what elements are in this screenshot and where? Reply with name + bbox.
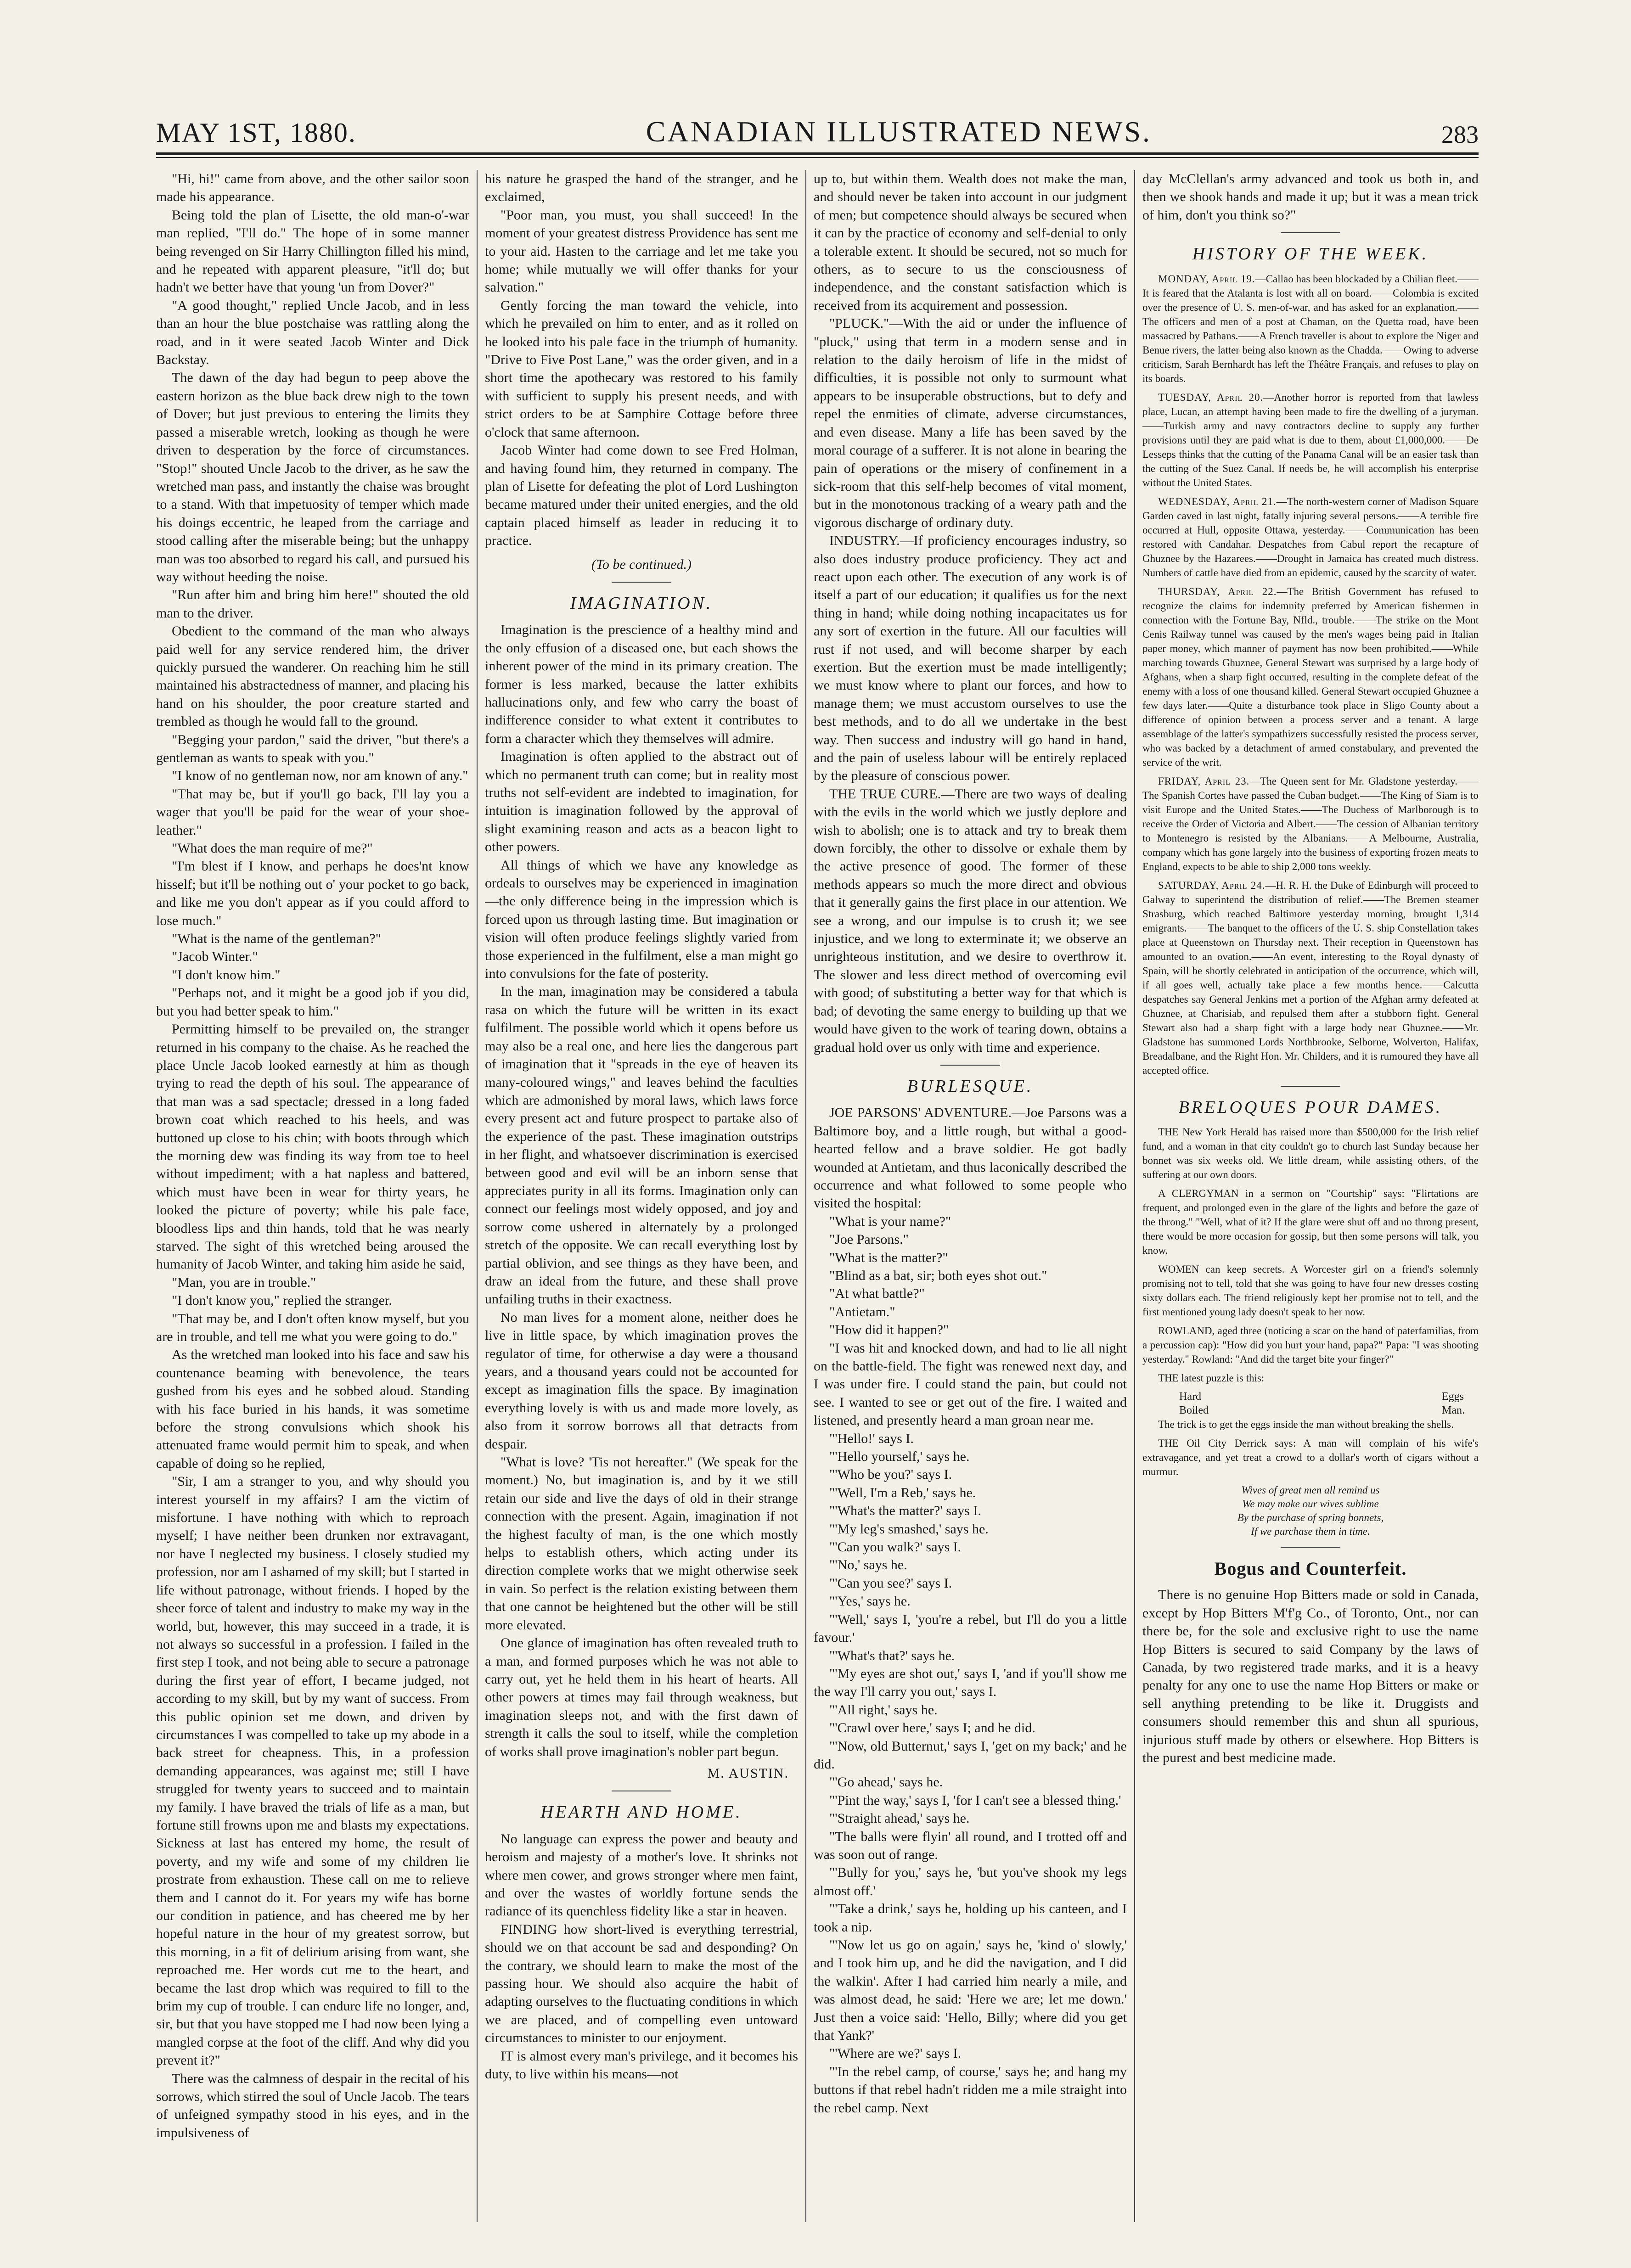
issue-date: MAY 1ST, 1880. <box>156 118 356 148</box>
paragraph: "Man, you are in trouble." <box>172 1274 316 1290</box>
paragraph: THE Oil City Derrick says: A man will complain of his wife's extravagance, and yet treat a crowd to a dollar's worth of cigars without a murmur. <box>1142 1437 1479 1478</box>
dialogue-line: "'Hello yourself,' says he. <box>829 1449 970 1465</box>
paragraph: "I know of no gentleman now, nor am known of any." <box>172 768 468 784</box>
column-divider-1 <box>477 170 478 2222</box>
paragraph: "That may be, but if you'll go back, I'll lay you a wager that you'll be paid for the wear of your shoe-leather." <box>156 786 469 838</box>
paragraph: All things of which we have any knowledge as ordeals to ourselves may be experienced in imagination—the only difference being in the impression which is forced upon us through lasting time. But imagination or vision will often produce feelings slightly varied from those experienced in the fulfilment, else a man might go into convulsions for the fate of posterity. <box>485 857 798 982</box>
paragraph: THE TRUE CURE.—There are two ways of dealing with the evils in the world which we justly deplore and wish to abolish; one is to attack and try to break them down forcibly, the other to dissolve or exhale them by the active presence of good. The former of these methods appears so much the more direct and obvious that it generally gains the first place in our attention. We see a wrong, and our impulse is to crush it; we see injustice, and we long to exterminate it; we observe an unrighteous institution, and we desire to overthrow it. The slower and less direct method of overcoming evil with good; of substituting a better way for that which is bad; of devoting the same energy to building up that we would have given to the work of tearing down, obtains a gradual hold over us only with time and experience. <box>814 786 1127 1055</box>
dialogue-line: "'Can you see?' says I. <box>829 1575 952 1591</box>
paragraph: Gently forcing the man toward the vehicle, into which he prevailed on him to enter, and as it rolled on he looked into his pale face in the triumph of humanity. "Drive to Five Post Lane," was the order given, and in a short time the apothecary was restored to his family with sufficient to supply his present needs, and with strict orders to be at Samphire Cottage before three o'clock that same afternoon. <box>485 298 798 440</box>
dialogue-line: "At what battle?" <box>829 1286 925 1302</box>
paragraph: Imagination is often applied to the abstract out of which no permanent truth can come; but in reality most truths not self-evident are indebted to imagination, for intuition is imagination followed by the approval of slight examining reason and acts as a beacon light to other powers. <box>485 749 798 855</box>
newspaper-title: CANADIAN ILLUSTRATED NEWS. <box>646 115 1152 148</box>
paragraph: The trick is to get the eggs inside the man without breaking the shells. <box>1158 1419 1454 1431</box>
dialogue-line: "'What's that?' says he. <box>829 1648 955 1663</box>
paragraph: "That may be, and I don't often know myself, but you are in trouble, and tell me what you were going to do." <box>156 1311 469 1344</box>
paragraph: INDUSTRY.—If proficiency encourages industry, so also does industry produce proficiency. They act and react upon each other. The execution of any work is of itself a part of our education; it qualifies us for the next thing in hand; while doing nothing incapacitates us for any sort of exertion in the future. All our faculties will rust if not used, and will become sharper by each exertion. But the exertion must be made intelligently; we must know where to plant our forces, and how to manage them; we must accustom ourselves to use the best methods, and to do all we undertake in the best way. Then success and industry will go hand in hand, and the pain of useless labour will be entirely replaced by the pleasure of conscious power. <box>814 533 1127 784</box>
dialogue-line: "Joe Parsons." <box>829 1232 909 1247</box>
paragraph: "Jacob Winter." <box>172 949 258 965</box>
history-entry: SATURDAY, April 24.—H. R. H. the Duke of Edinburgh will proceed to Galway to superintend the distribution of relief.——The Bremen steamer Strasburg, which reached Baltimore yesterday morning, brought 1,314 emigrants.——The banquet to the officers of the U. S. ship Constellation takes place at Queenstown on Thursday next. Their reception in Queenstown has amounted to an ovation.——An event, interesting to the Royal dynasty of Spain, will be shortly celebrated in anticipation of the occurrence, which will, if all goes well, actually take place a few months hence.——Calcutta despatches say General Jenkins met a portion of the Afghan army defeated at Ghuznee, at Charisiab, and repulsed them after a stubborn fight. General Stewart also had a sharp fight with a large body near Ghuznee.——Mr. Gladstone has summoned Lords Northbrooke, Selborne, Wolverton, Halifax, Breadalbane, and the Right Hon. Mr. Childers, and it is rumoured they have all accepted office. <box>1142 879 1479 1076</box>
verse-line: We may make our wives sublime <box>1242 1498 1379 1510</box>
dialogue-line: "The balls were flyin' all round, and I trotted off and was soon out of range. <box>814 1829 1127 1862</box>
history-entries <box>1142 272 1479 1078</box>
section-rule <box>1281 1547 1340 1548</box>
paragraph: "I'm blest if I know, and perhaps he does'nt know hisself; but it'll be nothing out o' your pocket to go back, and like me you don't appear as if you could afford to lose much." <box>156 859 469 928</box>
puzzle-table <box>1142 1390 1479 1417</box>
verse-line: By the purchase of spring bonnets, <box>1237 1512 1384 1524</box>
dialogue-line: "'Straight ahead,' says he. <box>829 1811 970 1826</box>
section-heading-bogus: Bogus and Counterfeit. <box>1214 1558 1407 1579</box>
dialogue-line: "Blind as a bat, sir; both eyes shot out." <box>829 1268 1047 1283</box>
entry-date: MONDAY, April 19. <box>1158 273 1255 285</box>
entry-date: THURSDAY, April 22. <box>1158 585 1277 597</box>
paragraph: In the man, imagination may be considered a tabula rasa on which the future will be written in its exact fulfilment. The possible world which it opens before us may also be a real one, and here lies the dangerous part of imagination that it "spreads in the eye of heaven its many-coloured wings," and leaves behind the faculties which are admonished by moral laws, which laws force every present act and future prospect to partake also of the experience of the past. These imagination outstrips in her flight, and whatsoever discrimination is exercised between good and evil will be an inborn sense that appreciates purity in all its forms. Imagination only can connect our feelings most widely opposed, and joy and sorrow come ushered in alternately by a prolonged stretch of the opposite. We can recall everything lost by partial oblivion, and see things as they have been, and draw an ideal from the future, and these shall prove unfailing truths in their exactness. <box>485 984 798 1307</box>
section-heading-history: HISTORY OF THE WEEK. <box>1192 244 1429 264</box>
column-4 <box>1142 170 1479 2222</box>
dialogue-line: "'Pint the way,' says I, 'for I can't see a blessed thing.' <box>829 1792 1121 1808</box>
dialogue-line: "'All right,' says he. <box>829 1702 938 1718</box>
dialogue-line: "What is the matter?" <box>829 1250 948 1265</box>
paragraph: his nature he grasped the hand of the stranger, and he exclaimed, <box>485 171 798 205</box>
paragraph: "What is the name of the gentleman?" <box>172 931 381 947</box>
paragraph: IT is almost every man's privilege, and it becomes his duty, to live within his means—not <box>485 2048 798 2082</box>
dialogue-line: "'Well, I'm a Reb,' says he. <box>829 1485 976 1500</box>
section-heading-hearth: HEARTH AND HOME. <box>540 1802 742 1822</box>
dialogue-line: "'Crawl over here,' says I; and he did. <box>829 1720 1035 1736</box>
paragraph: "I don't know him." <box>172 967 281 982</box>
paragraph: "Perhaps not, and it might be a good job if you did, but you had better speak to him." <box>156 985 469 1019</box>
puzzle-word: Eggs <box>1442 1391 1464 1403</box>
breloques-items-2 <box>1142 1417 1479 1479</box>
column-3 <box>814 170 1127 2222</box>
paragraph: "Hi, hi!" came from above, and the other sailor soon made his appearance. <box>156 171 469 205</box>
paragraph: Jacob Winter had come down to see Fred Holman, and having found him, they returned in company. The plan of Lisette for defeating the plot of Lord Lushington became matured under their united energies, and the old captain placed himself as leader in reducing it to practice. <box>485 443 798 549</box>
dialogue-line: "'Can you walk?' says I. <box>829 1539 962 1555</box>
paragraph: "I don't know you," replied the stranger. <box>172 1293 392 1308</box>
paragraph: There is no genuine Hop Bitters made or sold in Canada, except by Hop Bitters M'f'g Co., of Toronto, Ont., nor can there be, for the sole and exclusive right to use the name Hop Bitters is secured to said Company by the laws of Canada, by two registered trade marks, and it is a heavy penalty for any one to use the name Hop Bitters or make or sell anything pretending to be like it. Druggists and consumers should remember this and shun all spurious, injurious stuff made by others or elsewhere. Hop Bitters is the purest and best medicine made. <box>1142 1587 1479 1766</box>
paragraph: "Sir, I am a stranger to you, and why should you interest yourself in my affairs? I am the victim of misfortune. I have nothing with which to reproach myself; I have neither been drunken nor extravagant, nor have I neglected my business. I closely studied my profession, nor am I ashamed of my skill; but I started in life without patronage, without friends. I hoped by the sheer force of talent and industry to make my way in the world, but, however, this may succeed in a trade, it is not always so successful in a profession. I failed in the first step I took, and not being able to secure a patronage during the first year of effort, I became judged, not according to my skill, but by my want of success. From this public opinion set me down, and driven by circumstances I was compelled to take up my abode in a back street for cheapness. This, in a profession demanding appearances, was against me; still I have struggled for twenty years to succeed and to maintain my family. I have braved the trials of life as a man, but fortune still frowns upon me and blasts my expectations. Sickness at last has entered my home, the result of poverty, and my wife and some of my children lie prostrate from exhaustion. These call on me to relieve them and I cannot do it. For years my wife has borne our condition in patience, and has cheered me by her hopeful nature in the hour of my greatest sorrow, but this morning, in a fit of delirium arising from want, she reproached me. Her words cut me to the heart, and became the last drop which was required to fill to the brim my cup of trouble. I can endure life no longer, and, sir, but that you have stopped me I had now been lying a mangled corpse at the foot of the cliff. And why did you prevent it?" <box>156 1474 469 2068</box>
entry-date: FRIDAY, April 23. <box>1158 775 1250 787</box>
paragraph: JOE PARSONS' ADVENTURE.—Joe Parsons was a Baltimore boy, and a little rough, but withal a good-hearted fellow and a brave soldier. He got badly wounded at Antietam, and thus laconically described the occurrence and what followed to some people who visited the hospital: <box>814 1105 1127 1211</box>
column-1 <box>156 170 469 2222</box>
dialogue-line: "'My eyes are shot out,' says I, 'and if you'll show me the way I'll carry you out,' says I. <box>814 1666 1127 1700</box>
paragraph: The dawn of the day had begun to peep above the eastern horizon as the blue back drew nigh to the town of Dover; but just previous to entering the limits they passed a miserable wretch, looking as though he were driven to desperation by the force of circumstances. "Stop!" shouted Uncle Jacob to the driver, as he saw the wretched man pass, and instantly the chaise was brought to a stand. With that impetuosity of temper which made his doings eccentric, he leaped from the carriage and stood calling after the miserable being; but the unhappy man was too absorbed to regard his call, and pursued his way without heeding the noise. <box>156 370 469 584</box>
history-entry: THURSDAY, April 22.—The British Government has refused to recognize the claims for indemnity preferred by American fishermen in connection with the Fortune Bay, Nfld., trouble.——The strike on the Mont Cenis Railway tunnel was caused by the men's wages being paid in Italian paper money, which manner of payment has now been prohibited.——While marching towards Ghuznee, General Stewart was surprised by a large body of Afghans, when a sharp fight occurred, resulting in the complete defeat of the enemy with a loss of one thousand killed. General Stewart occupied Ghuznee a few days later.——Quite a disturbance took place in Sligo County about a difference of opinion between a process server and a tenant. A large assemblage of the latter's sympathizers successfully resisted the process server, who was backed by a detachment of armed constabulary, and prevented the service of the writ. <box>1142 585 1479 768</box>
entry-date: WEDNESDAY, April 21. <box>1158 495 1277 507</box>
paragraph: THE New York Herald has raised more than $500,000 for the Irish relief fund, and a woman in that city couldn't go to church last Sunday because her bonnet was six weeks old. We little dream, while assisting others, of the suffering at our own doors. <box>1142 1126 1479 1181</box>
paragraph: "What is love? 'Tis not hereafter." (We speak for the moment.) No, but imagination is, and by it we still retain our side and live the days of old in their strange connection with the present. Again, imagination if not the highest faculty of man, is the one which mostly helps to establish others, which acting under its direction complete works that we might otherwise seek in vain. So perfect is the relation existing between them that one cannot be heightened but the other will be still more elevated. <box>485 1454 798 1633</box>
dialogue-line: "'Well,' says I, 'you're a rebel, but I'll do you a little favour.' <box>814 1611 1127 1645</box>
puzzle-word: Hard <box>1179 1391 1201 1403</box>
page-number: 283 <box>1441 121 1479 148</box>
verse-line: If we purchase them in time. <box>1251 1526 1370 1538</box>
paragraph: FINDING how short-lived is everything terrestrial, should we on that account be sad and desponding? On the contrary, we should learn to make the most of the passing hour. We should also acquire the habit of adapting ourselves to the fluctuating conditions in which we are placed, and of compelling even untoward circumstances to minister to our enjoyment. <box>485 1921 798 2046</box>
column-2 <box>485 170 798 2222</box>
section-rule <box>1281 1086 1340 1087</box>
dialogue-line: "'In the rebel camp, of course,' says he; and hang my buttons if that rebel hadn't ridden me a mile straight into the rebel camp. Next <box>814 2064 1127 2116</box>
section-rule <box>1281 232 1340 233</box>
masthead-rule-thin <box>156 157 1479 158</box>
puzzle-word: Man. <box>1442 1404 1465 1417</box>
dialogue-line: "What is your name?" <box>829 1213 951 1229</box>
paragraph: Being told the plan of Lisette, the old man-o'-war man replied, "I'll do." The hope of in some manner being revenged on Sir Harry Chillington filled his mind, and he repeated with apparent pleasure, "it'll do; but hadn't we better have that young 'un from Dover?" <box>156 207 469 295</box>
paragraph: ROWLAND, aged three (noticing a scar on the hand of paterfamilias, from a percussion cap): "How did you hurt your hand, papa?" Papa: "I was shooting yesterday." Rowland: "And did the target bite your finger?" <box>1142 1325 1479 1365</box>
dialogue-line: "How did it happen?" <box>829 1322 949 1338</box>
dialogue-line: "Antietam." <box>829 1304 895 1319</box>
history-entry: FRIDAY, April 23.—The Queen sent for Mr. Gladstone yesterday.——The Spanish Cortes have passed the Cuban budget.——The King of Siam is to visit Europe and the United States.——The Duchess of Marlborough is to receive the Order of Victoria and Albert.——The cession of Albanian territory to Montenegro is resisted by the Albanians.——A Melbourne, Australia, company which has gone largely into the business of exporting frozen meats to England, expects to be able to ship 2,000 tons weekly. <box>1142 775 1479 872</box>
paragraph: "PLUCK."—With the aid or under the influence of "pluck," using that term in a modern sense and in relation to the daily heroism of life in the midst of difficulties, it is possible not only to surmount what appears to be insuperable obstructions, but to defy and repel the enmities of climate, adverse circumstances, and even disease. Many a life has been saved by the moral courage of a sufferer. It is not alone in bearing the pain of operations or the misery of confinement in a sick-room that this self-help becomes of vital moment, but in the monotonous tracking of a weary path and the vigorous discharge of ordinary duty. <box>814 316 1127 530</box>
history-entry: WEDNESDAY, April 21.—The north-western corner of Madison Square Garden caved in last night, fatally injuring several persons.——A terrible fire occurred at Hull, opposite Ottawa, yesterday.——Communication has been restored with Candahar. Despatches from Cabul report the recapture of Ghuznee by the Hazarees.——Drought in Jamaica has created much distress. Numbers of cattle have died from an epidemic, caused by the scarcity of water. <box>1142 495 1479 578</box>
column-divider-3 <box>1134 170 1135 2222</box>
history-entry: MONDAY, April 19.—Callao has been blockaded by a Chilian fleet.——It is feared that the Atalanta is lost with all on board.——Colombia is excited over the presence of U. S. men-of-war, and has asked for an explanation.——The officers and men of a post at Chaman, on the Quetta road, have been massacred by Pathans.——A French traveller is about to explore the Niger and Benue rivers, the latter being also known as the Chadda.——Owing to adverse criticism, Sarah Bernhardt has left the Théâtre Français, and refuses to play on its boards. <box>1142 273 1479 384</box>
paragraph: "What does the man require of me?" <box>172 841 373 856</box>
paragraph: One glance of imagination has often revealed truth to a man, and formed purposes which he was not able to carry out, yet he held them in his heart of hearts. All other powers at times may fail through weakness, but imagination sleeps not, and with the first dawn of strength it calls the soul to itself, while the completion of works shall prove imagination's nobler part begun. <box>485 1635 798 1759</box>
paragraph: As the wretched man looked into his face and saw his countenance beaming with benevolence, the tears gushed from his eyes and he sobbed aloud. Standing with his face buried in his hands, it was sometime before the strong convulsions which shook his attenuated frame would permit him to speak, and when capable of doing so he replied, <box>156 1347 469 1471</box>
puzzle-word: Boiled <box>1179 1404 1209 1417</box>
verse-line: Wives of great men all remind us <box>1241 1484 1380 1496</box>
paragraph: No language can express the power and beauty and heroism and majesty of a mother's love. It shrinks not where men cower, and grows stronger where men faint, and over the wastes of worldly fortune sends the radiance of its quenchless fidelity like a star in heaven. <box>485 1831 798 1919</box>
dialogue-line: "'Now let us go on again,' says he, 'kind o' slowly,' and I took him up, and he did the navigation, and I did the walkin'. After I had carried him nearly a mile, and was almost dead, he said: 'Here we are; let me down.' Just then a voice said: 'Hello, Billy; where did you get that Yank?' <box>814 1937 1127 2043</box>
dialogue-line: "'Who be you?' says I. <box>829 1467 952 1482</box>
section-heading-imagination: IMAGINATION. <box>570 593 713 613</box>
author-signature: M. AUSTIN. <box>707 1765 789 1781</box>
paragraph: Permitting himself to be prevailed on, the stranger returned in his company to the chaise. As he reached the place Uncle Jacob looked earnestly at him as though trying to read the depth of his soul. The appearance of that man was a sad spectacle; dressed in a long faded brown coat which reached to his heels, and was buttoned up close to his chin; with boots through which the morning dew was finding its way from toe to heel without impediment; with a hat napless and battered, which must have been in wear for thirty years, he looked the picture of poverty; while his pale face, bloodless lips and thin hands, told that he was nearly starved. The sight of this wretched being aroused the humanity of Jacob Winter, and taking him aside he said, <box>156 1022 469 1272</box>
paragraph: No man lives for a moment alone, neither does he live in little space, by which imagination proves the regulator of time, for otherwise a day were a thousand years, and a thousand years could not be accounted for except as imagination fills the space. By imagination everything lovely is with us and made more lovely, as also from it sorrow borrows all that detracts from despair. <box>485 1309 798 1452</box>
entry-date: TUESDAY, April 20. <box>1158 391 1264 403</box>
column-divider-2 <box>805 170 806 2222</box>
section-rule <box>612 582 671 583</box>
history-entry: TUESDAY, April 20.—Another horror is reported from that lawless place, Lucan, an attempt having been made to fire the dwelling of a juryman.——Turkish army and navy contractors decline to supply any further provisions until they are paid what is due to them, about £1,000,000.——De Lesseps thinks that the cutting of the Panama Canal will be an easier task than the cutting of the Suez Canal. If needs be, he will accomplish his enterprise without the United States. <box>1142 391 1479 488</box>
section-heading-breloques: BRELOQUES POUR DAMES. <box>1178 1097 1443 1117</box>
paragraph: day McClellan's army advanced and took us both in, and then we shook hands and made it up; but it was a mean trick of him, don't you think so?" <box>1142 171 1479 223</box>
dialogue-line: "'Yes,' says he. <box>829 1594 911 1609</box>
to-be-continued: (To be continued.) <box>591 556 692 572</box>
section-rule <box>940 1065 1000 1066</box>
dialogue-line: "'Now, old Butternut,' says I, 'get on my back;' and he did. <box>814 1738 1127 1772</box>
paragraph: Obedient to the command of the man who always paid well for any service rendered him, the driver quickly pursued the wanderer. On reaching him he still maintained his abstractedness of manner, and placing his hand on his shoulder, the poor creature started and trembled as though he would fall to the ground. <box>156 623 469 730</box>
dialogue-line: "'Go ahead,' says he. <box>829 1774 943 1790</box>
section-heading-burlesque: BURLESQUE. <box>907 1076 1034 1096</box>
paragraph: up to, but within them. Wealth does not make the man, and should never be taken into account in our judgment of men; but competence should always be secured when it can by the practice of economy and self-denial to only a tolerable extent. It should be secured, not so much for others, as to secure to us the consciousness of independence, and the constant satisfaction which is received from its acquirement and possession. <box>814 171 1127 313</box>
masthead-rule <box>156 152 1479 155</box>
verse <box>1142 1483 1479 1538</box>
paragraph: THE latest puzzle is this: <box>1158 1372 1265 1384</box>
paragraph: "I was hit and knocked down, and had to lie all night on the battle-field. The fight was renewed next day, and I was under fire. I could stand the pain, but could not see. I wanted to see or get out of the fire. I waited and listened, and presently heard a man groan near me. <box>814 1340 1127 1428</box>
dialogue-line: "'Take a drink,' says he, holding up his canteen, and I took a nip. <box>814 1901 1127 1935</box>
dialogue-line: "'Bully for you,' says he, 'but you've shook my legs almost off.' <box>814 1865 1127 1898</box>
dialogue-line: "'Where are we?' says I. <box>829 2046 962 2061</box>
masthead <box>156 105 1479 149</box>
paragraph: "Poor man, you must, you shall succeed! In the moment of your greatest distress Providence has sent me to your aid. Hasten to the carriage and let me take you home; while mutually we will offer thanks for your salvation." <box>485 207 798 295</box>
paragraph: WOMEN can keep secrets. A Worcester girl on a friend's solemnly promising not to tell, told that she was going to have four new dresses costing sixty dollars each. The friend religiously kept her promise not to tell, and the first mentioned young lady doesn't speak to her now. <box>1142 1263 1479 1318</box>
breloques-items <box>1142 1125 1479 1385</box>
paragraph: "Run after him and bring him here!" shouted the old man to the driver. <box>156 587 469 621</box>
entry-date: SATURDAY, April 24. <box>1158 879 1265 891</box>
dialogue-line: "'What's the matter?' says I. <box>829 1503 981 1519</box>
dialogue-line: "'No,' says he. <box>829 1557 907 1573</box>
paragraph: A CLERGYMAN in a sermon on "Courtship" says: "Flirtations are frequent, and prolonged even in the glare of the lights and before the gaze of the throng." "Well, what of it? If the glare were shut off and no throng present, there would be more occasion for gossip, but then some persons will talk, you know. <box>1142 1188 1479 1257</box>
dialogue-line: "'Hello!' says I. <box>829 1431 914 1446</box>
paragraph: "Begging your pardon," said the driver, "but there's a gentleman as wants to speak with you." <box>156 732 469 765</box>
paragraph: There was the calmness of despair in the recital of his sorrows, which stirred the soul of Uncle Jacob. The tears of unfeigned sympathy stood in his eyes, and in the impulsiveness of <box>156 2071 469 2140</box>
paragraph: Imagination is the prescience of a healthy mind and the only effusion of a diseased one, but each shows the inherent power of the mind in its primary creation. The former is less marked, because the latter exhibits hallucinations only, and few who carry the boast of indifference consider to what extent it contributes to form a character which they themselves will admire. <box>485 622 798 746</box>
paragraph: "A good thought," replied Uncle Jacob, and in less than an hour the blue postchaise was rattling along the road, and in it were seated Jacob Winter and Dick Backstay. <box>156 298 469 368</box>
dialogue-line: "'My leg's smashed,' says he. <box>829 1521 989 1537</box>
